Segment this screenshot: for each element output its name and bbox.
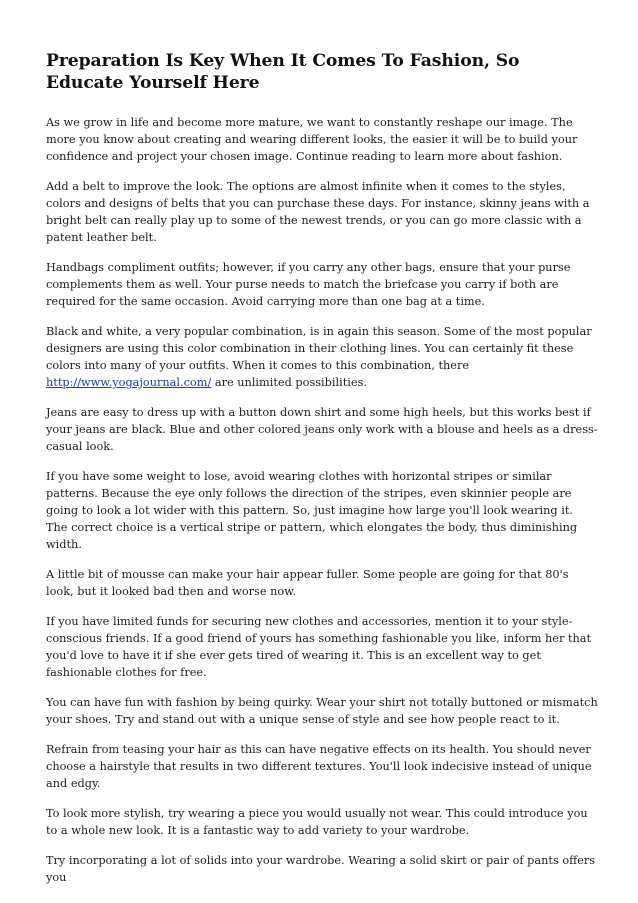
paragraph-4-text-before: Black and white, a very popular combination, is in again this season. Some of the most popular designers are using this color combination in their clothing lines. You can certainly fit these colors into many of your outfits. When it comes to this combination, there — [46, 325, 592, 372]
paragraph-9: You can have fun with fashion by being quirky. Wear your shirt not totally buttoned or mismatch your shoes. Try and stand out with a unique sense of style and see how people react to it. — [46, 696, 598, 726]
paragraph-5: Jeans are easy to dress up with a button down shirt and some high heels, but this works best if your jeans are black. Blue and other colored jeans only work with a blouse and heels as a dress-casual look. — [46, 406, 598, 453]
paragraph-4 — [46, 323, 598, 391]
paragraph-4-text-after: are unlimited possibilities. — [211, 376, 367, 389]
paragraph-1: As we grow in life and become more mature, we want to constantly reshape our image. The more you know about creating and wearing different looks, the easier it will be to build your confidence and project your chosen image. Continue reading to learn more about fashion. — [46, 116, 578, 163]
document-page — [46, 50, 598, 899]
paragraph-8: If you have limited funds for securing new clothes and accessories, mention it to your style-conscious friends. If a good friend of yours has something fashionable you like, inform her that you'd love to have it if she ever gets tired of wearing it. This is an excellent way to get fashionable clothes for free. — [46, 615, 592, 679]
paragraph-7: A little bit of mousse can make your hair appear fuller. Some people are going for that 80's look, but it looked bad then and worse now. — [46, 568, 569, 598]
paragraph-12: Try incorporating a lot of solids into your wardrobe. Wearing a solid skirt or pair of pants offers you — [46, 854, 596, 884]
paragraph-2: Add a belt to improve the look. The options are almost infinite when it comes to the styles, colors and designs of belts that you can purchase these days. For instance, skinny jeans with a bright belt can really play up to some of the newest trends, or you can go more classic with a patent leather belt. — [46, 180, 590, 244]
yogajournal-link[interactable]: http://www.yogajournal.com/ — [46, 376, 212, 389]
paragraph-10: Refrain from teasing your hair as this can have negative effects on its health. You should never choose a hairstyle that results in two different textures. You'll look indecisive instead of unique and edgy. — [46, 743, 592, 790]
paragraph-11: To look more stylish, try wearing a piece you would usually not wear. This could introduce you to a whole new look. It is a fantastic way to add variety to your wardrobe. — [46, 807, 588, 837]
paragraph-3: Handbags compliment outfits; however, if you carry any other bags, ensure that your purse complements them as well. Your purse needs to match the briefcase you carry if both are required for the same occasion. Avoid carrying more than one bag at a time. — [46, 261, 571, 308]
document-title: Preparation Is Key When It Comes To Fashion, So Educate Yourself Here — [46, 51, 520, 93]
paragraph-6: If you have some weight to lose, avoid wearing clothes with horizontal stripes or similar patterns. Because the eye only follows the direction of the stripes, even skinnier people are going to look a lot wider with this pattern. So, just imagine how large you'll look wearing it. The correct choice is a vertical stripe or pattern, which elongates the body, thus diminishing width. — [46, 470, 578, 551]
